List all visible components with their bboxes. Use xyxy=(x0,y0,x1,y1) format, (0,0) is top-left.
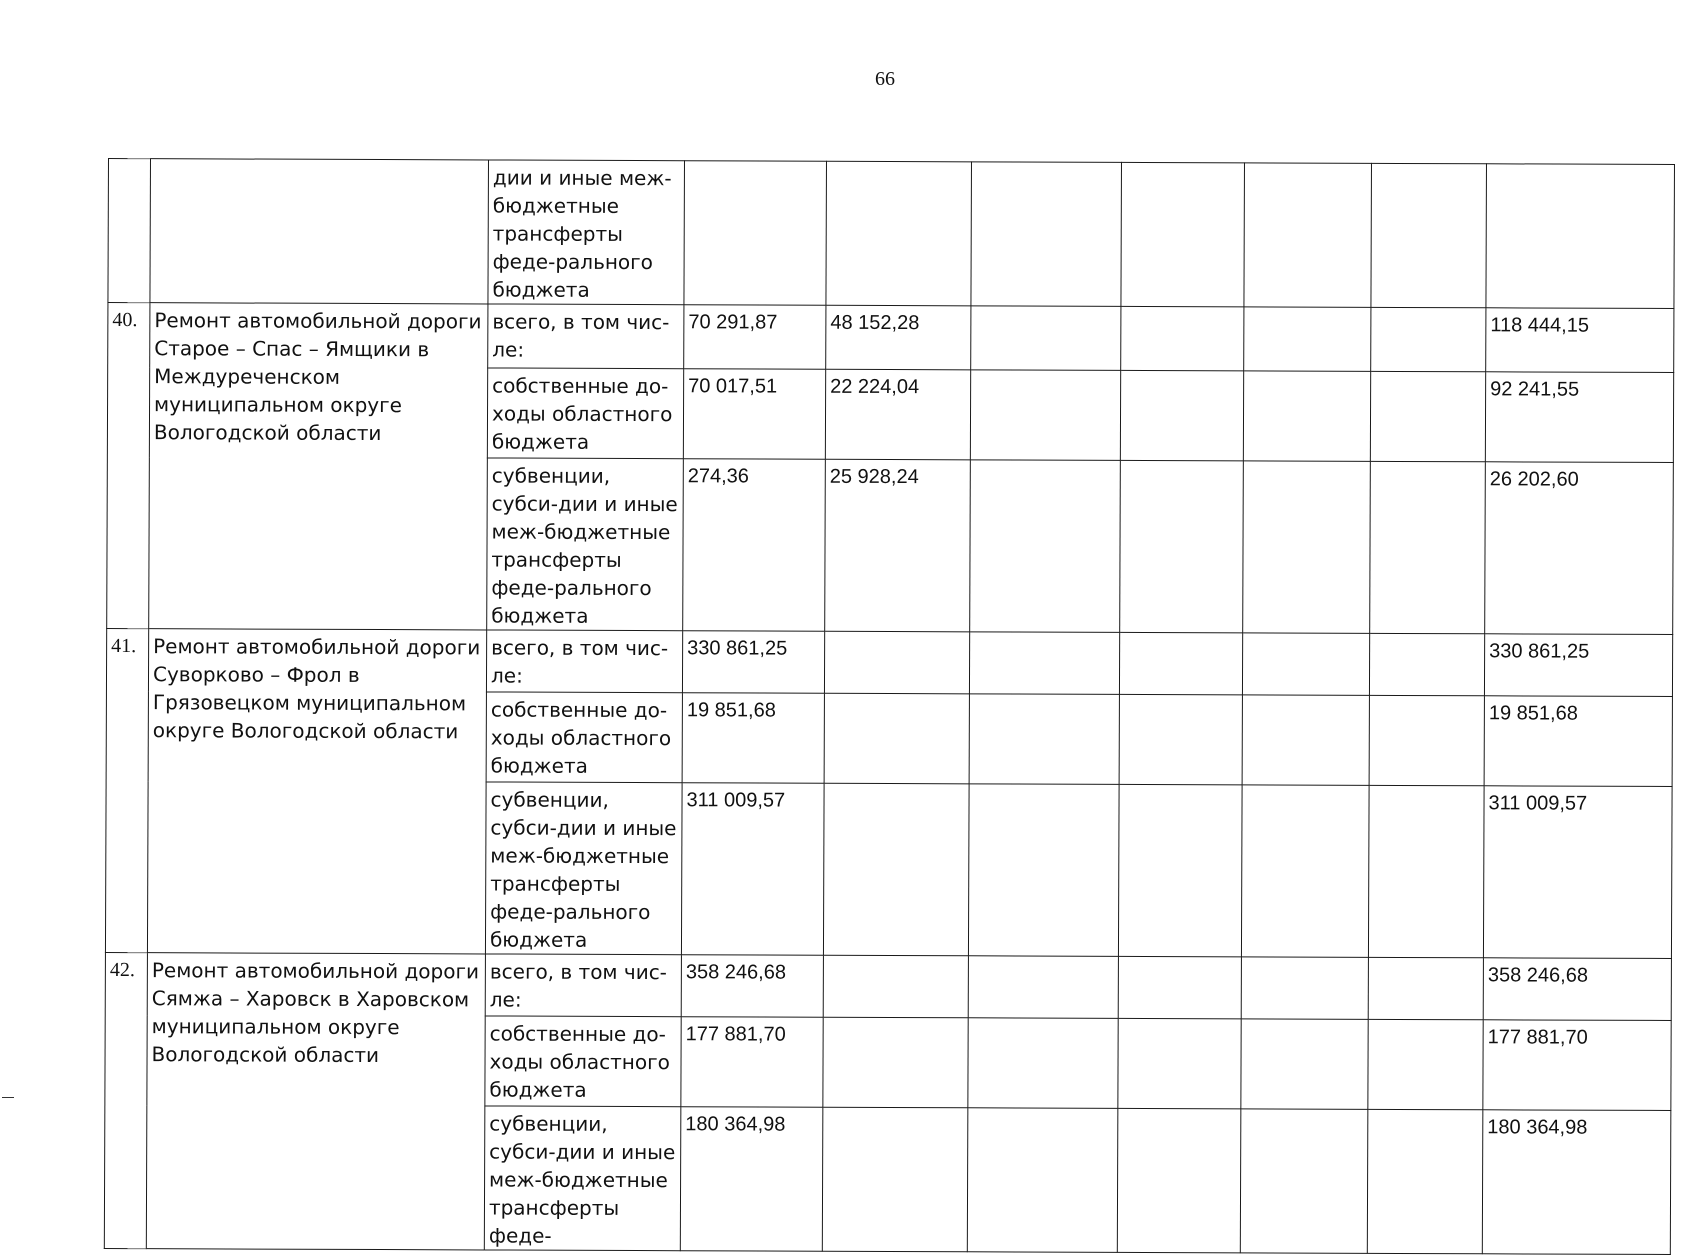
table-row xyxy=(106,628,1672,696)
funding-source-cell: собственные до-ходы областного бюджета xyxy=(485,1016,681,1107)
funding-source-cell: всего, в том чис-ле: xyxy=(486,630,682,693)
value-cell xyxy=(1118,956,1241,1018)
funding-source-cell: субвенции, субси-дии и иные меж-бюджетные трансферты феде- xyxy=(484,1106,681,1251)
value-cell xyxy=(1370,461,1486,633)
funding-source-cell: всего, в том чис-ле: xyxy=(488,304,684,369)
value-cell xyxy=(824,631,969,694)
value-cell: 22 224,04 xyxy=(825,369,970,460)
value-cell: 19 851,68 xyxy=(682,693,824,784)
value-cell xyxy=(1241,957,1368,1019)
row-number-cell xyxy=(108,159,151,303)
value-cell xyxy=(1368,957,1483,1019)
value-cell xyxy=(967,1108,1118,1253)
total-cell: 330 861,25 xyxy=(1484,634,1672,697)
value-cell xyxy=(1119,694,1242,784)
total-cell: 19 851,68 xyxy=(1484,696,1672,787)
value-cell xyxy=(1242,633,1369,695)
value-cell xyxy=(1240,1109,1368,1253)
value-cell xyxy=(1118,1018,1241,1108)
value-cell xyxy=(1243,371,1370,461)
total-cell: 358 246,68 xyxy=(1483,958,1671,1021)
table-row xyxy=(108,303,1674,373)
value-cell xyxy=(1119,632,1242,694)
row-number-cell: 40. xyxy=(107,303,150,629)
value-cell xyxy=(968,956,1118,1019)
value-cell: 330 861,25 xyxy=(682,631,824,694)
value-cell xyxy=(1241,785,1369,957)
total-cell xyxy=(1486,164,1675,309)
margin-mark xyxy=(2,1097,14,1098)
value-cell xyxy=(826,161,972,306)
funding-source-cell: собственные до-ходы областного бюджета xyxy=(487,368,683,459)
value-cell xyxy=(823,1017,968,1108)
value-cell: 48 152,28 xyxy=(826,305,971,370)
value-cell xyxy=(824,693,969,784)
value-cell xyxy=(969,694,1119,785)
funding-source-cell: всего, в том чис-ле: xyxy=(485,954,681,1017)
value-cell xyxy=(968,1018,1118,1109)
value-cell xyxy=(1120,460,1244,632)
value-cell: 311 009,57 xyxy=(681,783,824,956)
total-cell: 180 364,98 xyxy=(1482,1110,1671,1255)
total-cell: 118 444,15 xyxy=(1486,308,1674,373)
object-name-cell: Ремонт автомобильной дороги Старое – Спас – Ямщики в Междуреченском муниципальном округе Вологодской области xyxy=(149,303,488,630)
value-cell xyxy=(1118,784,1242,956)
value-cell xyxy=(1244,307,1371,371)
object-name-cell: Ремонт автомобильной дороги Сямжа – Харовск в Харовском муниципальном округе Вологодской области xyxy=(146,953,485,1250)
total-cell: 92 241,55 xyxy=(1485,372,1673,463)
value-cell xyxy=(1368,785,1484,957)
funding-source-cell: собственные до-ходы областного бюджета xyxy=(486,692,682,783)
value-cell: 358 246,68 xyxy=(681,955,823,1018)
value-cell: 177 881,70 xyxy=(681,1017,823,1108)
table-row xyxy=(105,952,1671,1020)
value-cell xyxy=(823,955,968,1018)
page-number: 66 xyxy=(875,68,895,90)
value-cell xyxy=(970,460,1121,633)
value-cell xyxy=(969,632,1119,695)
value-cell: 70 291,87 xyxy=(684,305,826,370)
value-cell xyxy=(684,161,827,306)
value-cell xyxy=(1121,306,1244,370)
value-cell: 70 017,51 xyxy=(683,369,825,460)
value-cell xyxy=(1371,163,1487,307)
value-cell xyxy=(822,1107,968,1252)
table-row xyxy=(108,159,1675,309)
value-cell xyxy=(1367,1109,1483,1253)
total-cell: 177 881,70 xyxy=(1483,1020,1671,1111)
total-cell: 311 009,57 xyxy=(1483,786,1672,959)
value-cell xyxy=(968,784,1119,957)
value-cell xyxy=(971,306,1121,371)
value-cell: 25 928,24 xyxy=(825,459,971,632)
funding-source-cell: дии и иные меж-бюджетные трансферты феде-рального бюджета xyxy=(488,160,685,305)
value-cell xyxy=(1368,1019,1483,1109)
value-cell xyxy=(1242,695,1369,785)
total-cell: 26 202,60 xyxy=(1485,462,1674,635)
object-name-cell xyxy=(150,159,489,304)
value-cell xyxy=(823,783,969,956)
value-cell xyxy=(1369,633,1484,695)
value-cell xyxy=(971,162,1122,307)
row-number-cell: 42. xyxy=(104,952,147,1248)
value-cell xyxy=(1369,695,1484,785)
value-cell xyxy=(1241,1019,1368,1109)
budget-table xyxy=(104,158,1675,1255)
value-cell xyxy=(1371,307,1486,371)
value-cell xyxy=(1244,163,1372,307)
value-cell xyxy=(1370,371,1485,461)
funding-source-cell: субвенции, субси-дии и иные меж-бюджетные трансферты феде-рального бюджета xyxy=(485,782,682,955)
value-cell: 274,36 xyxy=(683,459,826,632)
row-number-cell: 41. xyxy=(105,628,148,952)
value-cell xyxy=(1121,162,1245,306)
value-cell xyxy=(1117,1108,1241,1252)
object-name-cell: Ремонт автомобильной дороги Суворково – Фрол в Грязовецком муниципальном округе Вологодской области xyxy=(147,629,486,954)
value-cell xyxy=(1120,370,1243,460)
value-cell xyxy=(970,370,1120,461)
value-cell: 180 364,98 xyxy=(680,1107,823,1252)
funding-source-cell: субвенции, субси-дии и иные меж-бюджетные трансферты феде-рального бюджета xyxy=(487,458,684,631)
value-cell xyxy=(1243,461,1371,633)
